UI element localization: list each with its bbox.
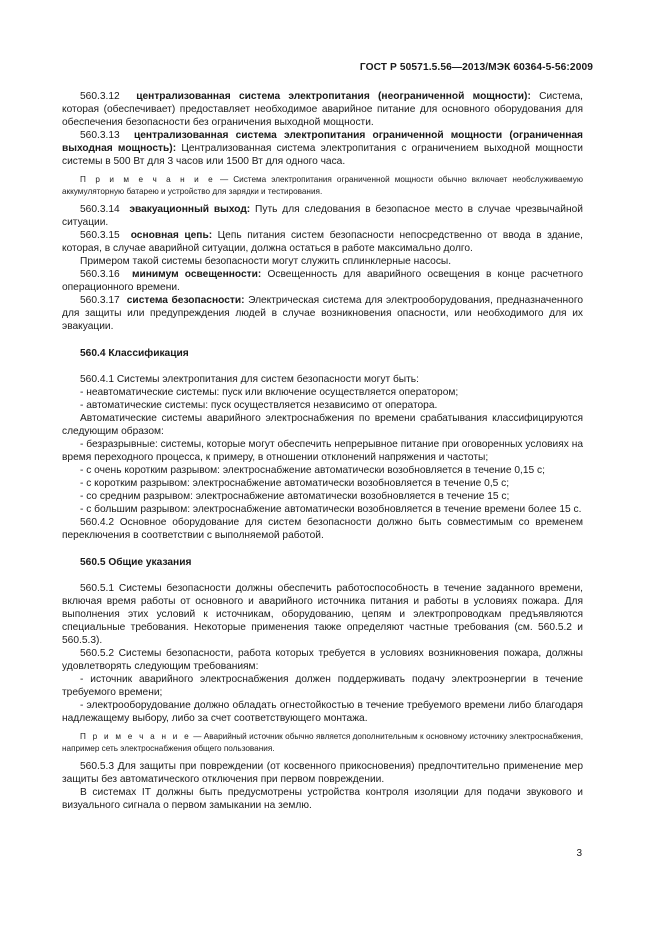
paragraph-560-3-12	[62, 90, 583, 129]
definition: Система, которая (обеспечивает) предоставляет необходимое аварийное питание для основного оборудования для обеспечения безопасности без ограничения выходной мощности.	[62, 91, 583, 128]
term: система безопасности:	[126, 295, 245, 306]
paragraph-560-4-1: 560.4.1 Системы электропитания для систем безопасности могут быть:	[80, 374, 419, 385]
paragraph-classification: Автоматические системы аварийного электроснабжения по времени срабатывания классифицируются следующим образом:	[62, 413, 583, 437]
paragraph-560-3-16	[62, 268, 583, 294]
paragraph-560-3-13	[62, 129, 583, 168]
term: эвакуационный выход:	[129, 204, 251, 215]
paragraph-560-4-2: 560.4.2 Основное оборудование для систем безопасности должно быть совместимым со временем переключения в соответствии с выполняемой работой.	[62, 517, 583, 541]
list-item: - неавтоматические системы: пуск или включение осуществляется оператором;	[80, 387, 459, 398]
paragraph-560-3-15	[62, 229, 583, 255]
note-label: П р и м е ч а н и е	[80, 732, 191, 741]
list-item: - с коротким разрывом: электроснабжение автоматически возобновляется в течение 0,5 с;	[80, 478, 510, 489]
definition: Освещенность для аварийного освещения в конце расчетного операционного времени.	[62, 269, 583, 293]
definition: Путь для следования в безопасное место в случае чрезвычайной ситуации.	[62, 204, 583, 228]
section-heading-560-5: 560.5 Общие указания	[80, 557, 192, 568]
page-content	[62, 90, 583, 812]
section-heading-560-4: 560.4 Классификация	[80, 348, 189, 359]
paragraph-560-5-2: 560.5.2 Системы безопасности, работа которых требуется в условиях возникновения пожара, должны удовлетворять следующим требованиям:	[62, 648, 583, 672]
page-number: 3	[576, 848, 582, 859]
document-header: ГОСТ Р 50571.5.56—2013/МЭК 60364-5-56:2009	[359, 62, 593, 73]
clause-number: 560.3.14	[80, 204, 120, 215]
clause-number: 560.3.16	[80, 269, 120, 280]
term: минимум освещенности:	[131, 269, 262, 280]
list-item: - с очень коротким разрывом: электроснабжение автоматически возобновляется в течение 0,15 с;	[80, 465, 545, 476]
clause-number: 560.3.15	[80, 230, 120, 241]
paragraph-560-5-1: 560.5.1 Системы безопасности должны обеспечить работоспособность в течение заданного времени, включая время работы от основного и аварийного источника питания и работы в условиях пожара. Для выполнения этих условий к источникам, оборудованию, цепям и электропроводкам предъявляются специальные требования. Некоторые применения также определяют частные требования (см. 560.5.2 и 560.5.3).	[62, 583, 583, 646]
definition: Электрическая система для электрооборудования, предназначенного для защиты или предупреждения людей в случае возникновения опасности, или необходимого для их эвакуации.	[62, 295, 583, 332]
paragraph-example: Примером такой системы безопасности могут служить сплинклерные насосы.	[80, 256, 452, 267]
definition: Централизованная система электропитания с ограничением выходной мощности системы в 500 Вт для 3 часов или 1500 Вт для одного часа.	[62, 143, 583, 167]
note-text: — Аварийный источник обычно является дополнительным к основному источнику электроснабжения, например сеть электроснабжения общего пользования.	[62, 732, 583, 753]
note-1	[62, 174, 583, 197]
clause-number: 560.3.12	[80, 91, 120, 102]
term: централизованная система электропитания (неограниченной мощности):	[136, 91, 531, 102]
definition: Цепь питания систем безопасности непосредственно от ввода в здание, которая, в случае аварийной ситуации, должна остаться в работе максимально долго.	[62, 230, 583, 254]
note-label: П р и м е ч а н и е	[80, 175, 215, 184]
list-item: - безразрывные: системы, которые могут обеспечить непрерывное питание при оговоренных условиях на время переходного процесса, к примеру, в отношении отклонений напряжения и частоты;	[62, 439, 583, 463]
clause-number: 560.3.17	[80, 295, 120, 306]
list-item: - с большим разрывом: электроснабжение автоматически возобновляется в течение времени более 15 с.	[80, 504, 582, 515]
clause-number: 560.3.13	[80, 130, 120, 141]
term: централизованная система электропитания ограниченной мощности (ограниченная выходная мощность):	[62, 130, 583, 154]
list-item: - электрооборудование должно обладать огнестойкостью в течение требуемого времени либо благодаря надлежащему выбору, либо за счет соответствующего монтажа.	[62, 700, 583, 724]
paragraph-it-systems: В системах IT должны быть предусмотрены устройства контроля изоляции для подачи звукового и визуального сигнала о первом замыкании на землю.	[62, 787, 583, 811]
term: основная цепь:	[130, 230, 213, 241]
list-item: - автоматические системы: пуск осуществляется независимо от оператора.	[80, 400, 438, 411]
note-2	[62, 731, 583, 754]
list-item: - источник аварийного электроснабжения должен поддерживать подачу электроэнергии в течение требуемого времени;	[62, 674, 583, 698]
paragraph-560-3-17	[62, 294, 583, 333]
list-item: - со средним разрывом: электроснабжение автоматически возобновляется в течение 15 с;	[80, 491, 510, 502]
note-text: — Система электропитания ограниченной мощности обычно включает необслуживаемую аккумуляторную батарею и устройство для зарядки и тестирования.	[62, 175, 583, 196]
paragraph-560-5-3: 560.5.3 Для защиты при повреждении (от косвенного прикосновения) предпочтительно применение мер защиты без автоматического отключения при первом повреждении.	[62, 761, 583, 785]
paragraph-560-3-14	[62, 203, 583, 229]
